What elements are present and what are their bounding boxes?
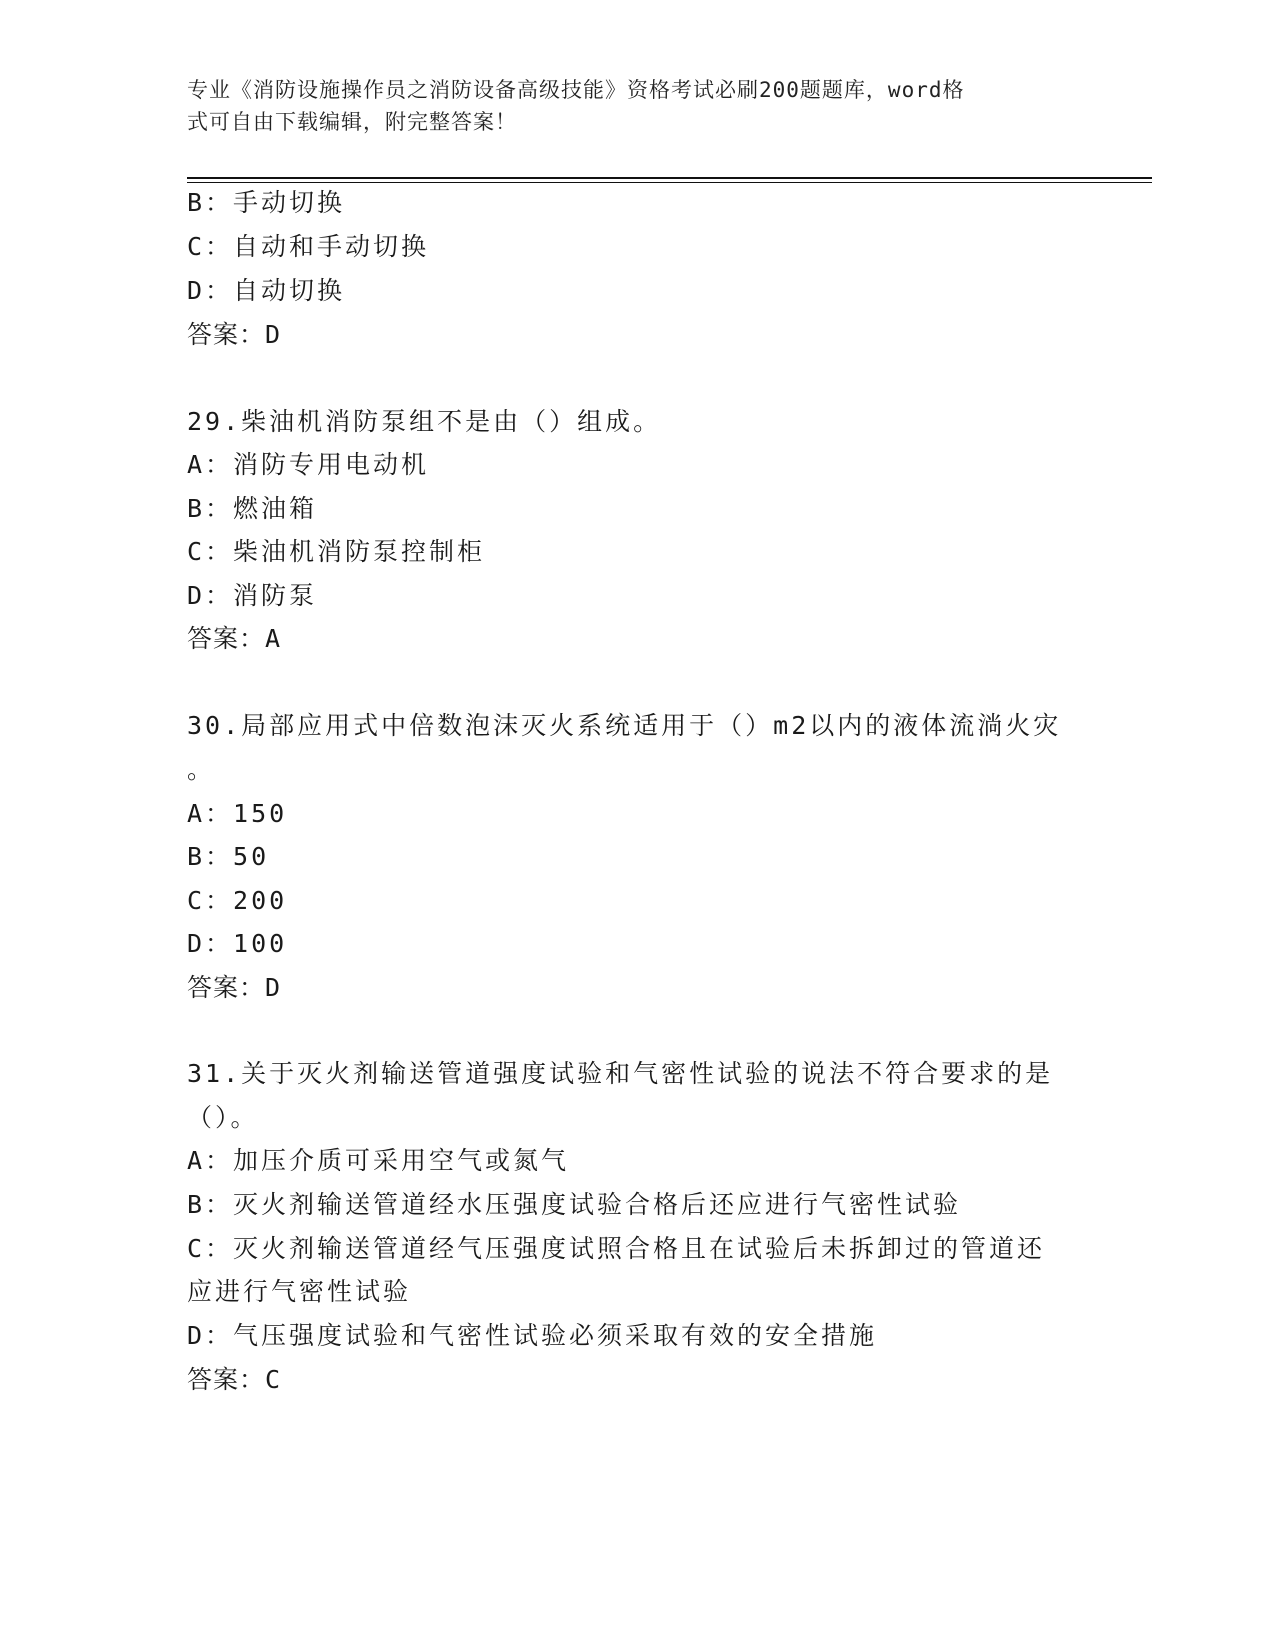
q29-question: 29.柴油机消防泵组不是由（）组成。 xyxy=(187,407,662,436)
q28-option-d: D：自动切换 xyxy=(187,276,346,305)
q31-option-b: B：灭火剂输送管道经水压强度试验合格后还应进行气密性试验 xyxy=(187,1190,962,1219)
answer-value: A xyxy=(265,624,282,653)
q29-option-d: D：消防泵 xyxy=(187,581,318,610)
header-line-2: 式可自由下载编辑，附完整答案！ xyxy=(187,110,517,134)
q30-option-a: A：150 xyxy=(187,799,288,828)
q31-answer xyxy=(187,1363,281,1397)
q29-option-c: C：柴油机消防泵控制柜 xyxy=(187,537,486,566)
q30-option-b: B：50 xyxy=(187,842,270,871)
q30-answer xyxy=(187,971,281,1005)
q30-option-c: C：200 xyxy=(187,886,288,915)
header-divider-thick xyxy=(187,177,1152,179)
answer-label: 答案： xyxy=(187,1365,266,1394)
q28-answer xyxy=(187,318,281,352)
header-divider-thin xyxy=(187,182,1152,183)
answer-label: 答案： xyxy=(187,320,266,349)
answer-value: D xyxy=(265,973,282,1002)
q29-option-a: A：消防专用电动机 xyxy=(187,450,430,479)
answer-label: 答案： xyxy=(187,973,266,1002)
q31-option-a: A：加压介质可采用空气或氮气 xyxy=(187,1146,570,1175)
q30-question-line-2: 。 xyxy=(187,755,216,784)
q30-option-d: D：100 xyxy=(187,929,288,958)
q31-option-d: D：气压强度试验和气密性试验必须采取有效的安全措施 xyxy=(187,1321,878,1350)
header-line-1: 专业《消防设施操作员之消防设备高级技能》资格考试必刷200题题库，word格 xyxy=(187,78,965,102)
q29-answer xyxy=(187,622,281,656)
q31-option-c-line-1: C：灭火剂输送管道经气压强度试照合格且在试验后未拆卸过的管道还 xyxy=(187,1234,1046,1263)
q28-option-b: B：手动切换 xyxy=(187,188,346,217)
q28-option-c: C：自动和手动切换 xyxy=(187,232,430,261)
q31-question-line-2: （）。 xyxy=(187,1103,259,1132)
q29-option-b: B：燃油箱 xyxy=(187,494,318,523)
q31-question-line-1: 31.关于灭火剂输送管道强度试验和气密性试验的说法不符合要求的是 xyxy=(187,1059,1054,1088)
q31-option-c-line-2: 应进行气密性试验 xyxy=(187,1277,412,1306)
q30-question-line-1: 30.局部应用式中倍数泡沫灭火系统适用于（）m2以内的液体流淌火灾 xyxy=(187,711,1062,740)
answer-label: 答案： xyxy=(187,624,266,653)
answer-value: D xyxy=(265,320,282,349)
answer-value: C xyxy=(265,1365,282,1394)
document-header xyxy=(187,74,1067,138)
